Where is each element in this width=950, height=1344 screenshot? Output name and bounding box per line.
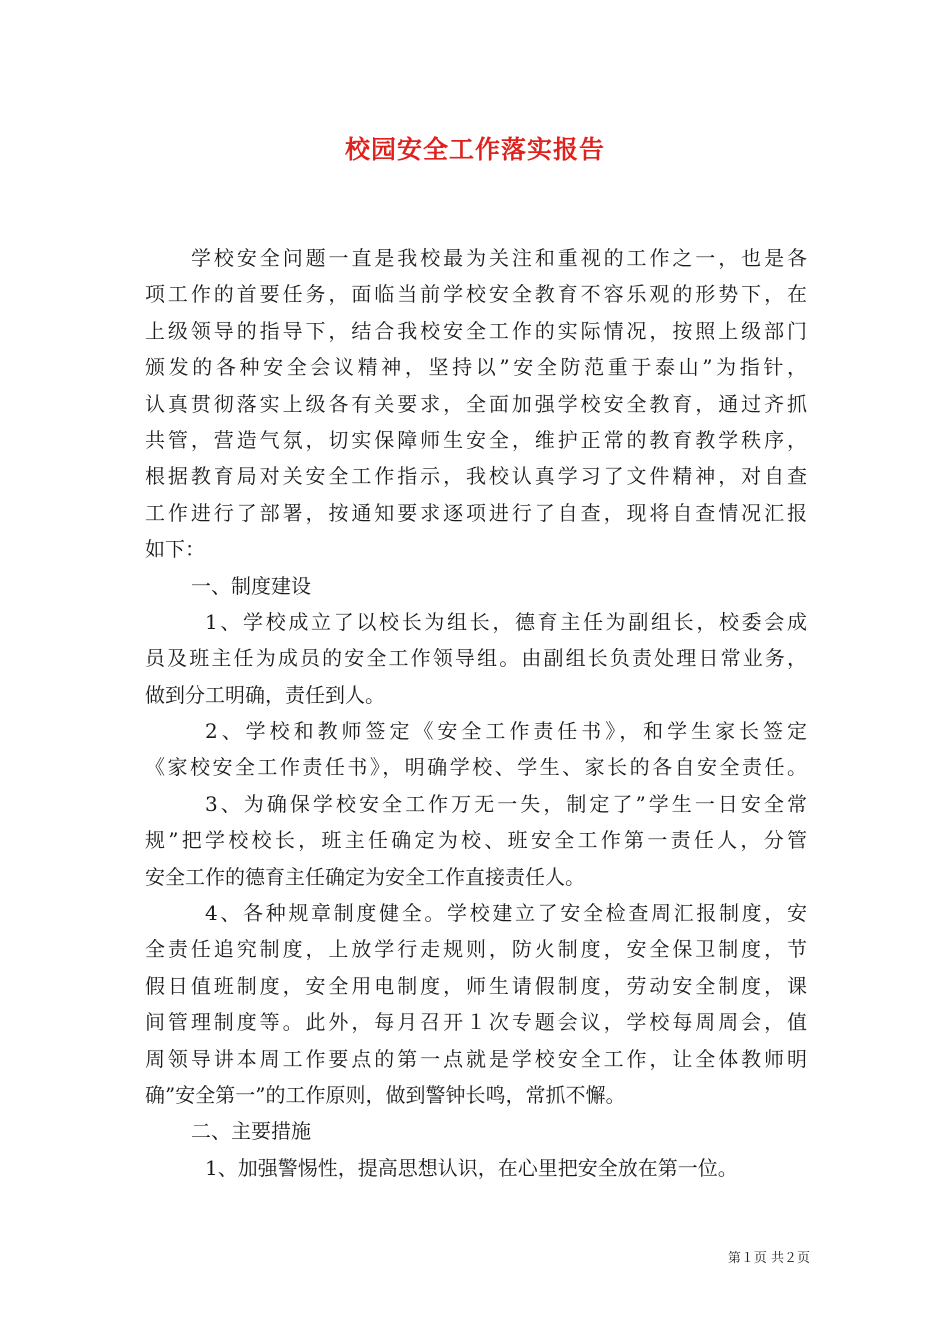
text-line: 员及班主任为成员的安全工作领导组。由副组长负责处理日常业务， <box>145 646 807 671</box>
text-line: 项工作的首要任务，面临当前学校安全教育不容乐观的形势下，在 <box>145 282 807 307</box>
page-number: 第１页 共２页 <box>727 1251 810 1266</box>
text-line: 《家校安全工作责任书》，明确学校、学生、家长的各自安全责任。 <box>145 755 807 780</box>
text-line: 根据教育局对关安全工作指示，我校认真学习了文件精神，对自查 <box>145 464 807 489</box>
text-line: 1、学校成立了以校长为组长，德育主任为副组长，校委会成 <box>205 609 807 634</box>
text-line: 4、各种规章制度健全。学校建立了安全检查周汇报制度，安 <box>205 901 807 926</box>
text-line: 做到分工明确，责任到人。 <box>145 682 385 707</box>
text-line: 安全工作的德育主任确定为安全工作直接责任人。 <box>145 864 585 889</box>
document-title: 校园安全工作落实报告 <box>344 135 605 164</box>
text-line: 规”把学校校长，班主任确定为校、班安全工作第一责任人，分管 <box>145 828 807 853</box>
text-line: 假日值班制度，安全用电制度，师生请假制度，劳动安全制度，课 <box>145 973 807 998</box>
text-line: 间管理制度等。此外，每月召开１次专题会议，学校每周周会，值 <box>145 1010 807 1035</box>
text-line: 共管，营造气氛，切实保障师生安全，维护正常的教育教学秩序， <box>145 427 807 452</box>
section-heading: 二、主要措施 <box>191 1119 311 1144</box>
text-line: 1、加强警惕性，提高思想认识，在心里把安全放在第一位。 <box>205 1155 738 1180</box>
text-line: 2、学校和教师签定《安全工作责任书》，和学生家长签定 <box>205 719 807 744</box>
text-line: 全责任追究制度，上放学行走规则，防火制度，安全保卫制度，节 <box>145 937 807 962</box>
section-heading: 一、制度建设 <box>191 573 311 598</box>
text-line: 3、为确保学校安全工作万无一失，制定了”学生一日安全常 <box>205 791 807 816</box>
text-line: 确”安全第一”的工作原则，做到警钟长鸣，常抓不懈。 <box>145 1082 626 1107</box>
text-line: 上级领导的指导下，结合我校安全工作的实际情况，按照上级部门 <box>145 318 807 343</box>
text-line: 周领导讲本周工作要点的第一点就是学校安全工作，让全体教师明 <box>145 1046 807 1071</box>
text-line: 学校安全问题一直是我校最为关注和重视的工作之一，也是各 <box>191 246 807 270</box>
document-body <box>145 240 807 1186</box>
text-line: 认真贯彻落实上级各有关要求，全面加强学校安全教育，通过齐抓 <box>145 391 807 416</box>
text-line: 工作进行了部署，按通知要求逐项进行了自查，现将自查情况汇报 <box>145 500 807 525</box>
text-line: 颁发的各种安全会议精神，坚持以”安全防范重于泰山”为指针， <box>145 355 807 380</box>
text-line: 如下： <box>145 537 205 562</box>
